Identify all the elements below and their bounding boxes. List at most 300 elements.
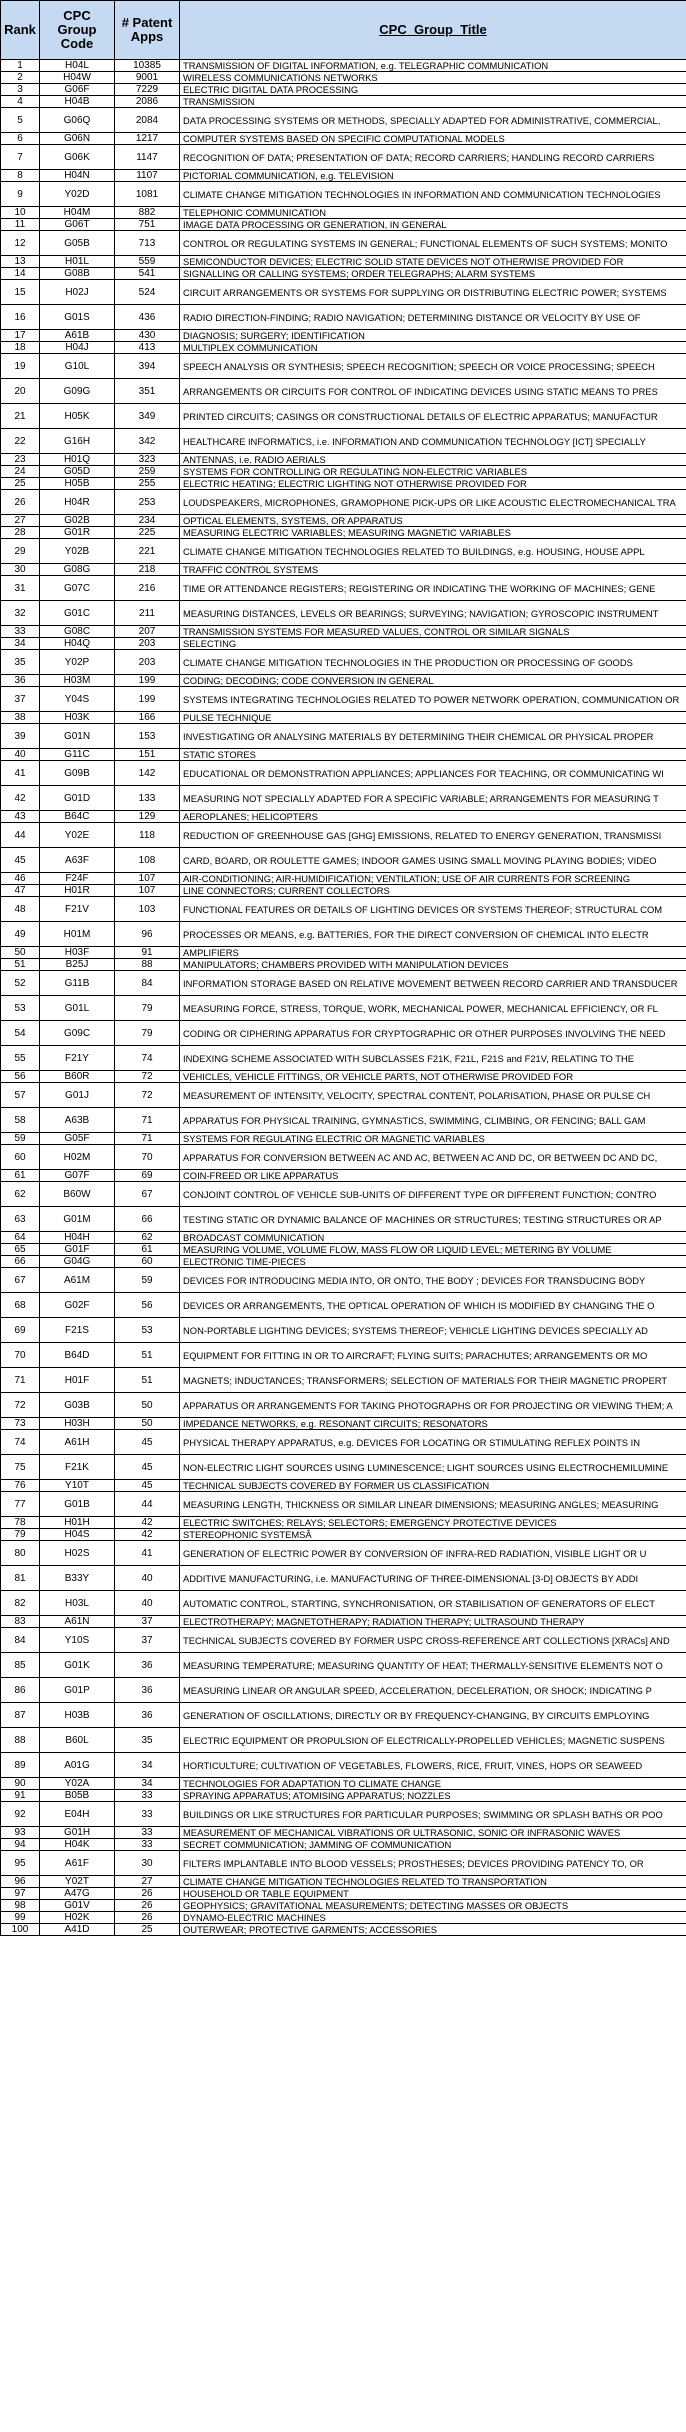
cpc-title-cell: VEHICLES, VEHICLE FITTINGS, OR VEHICLE PARTS, NOT OTHERWISE PROVIDED FOR [180, 1071, 686, 1083]
cpc-code-cell: G07F [40, 1170, 115, 1182]
table-row [1, 1876, 686, 1888]
table-row [1, 466, 686, 478]
cpc-title-cell: INVESTIGATING OR ANALYSING MATERIALS BY DETERMINING THEIR CHEMICAL OR PHYSICAL PROPER [180, 724, 686, 749]
cpc-title-cell: FILTERS IMPLANTABLE INTO BLOOD VESSELS; PROSTHESES; DEVICES PROVIDING PATENCY TO, OR [180, 1851, 686, 1876]
rank-cell: 24 [1, 466, 40, 478]
patent-apps-cell: 56 [115, 1293, 180, 1318]
patent-apps-cell: 40 [115, 1591, 180, 1616]
patent-apps-cell: 349 [115, 404, 180, 429]
cpc-code-cell: H01L [40, 256, 115, 268]
patent-apps-cell: 216 [115, 576, 180, 601]
patent-apps-cell: 351 [115, 379, 180, 404]
cpc-title-cell: CLIMATE CHANGE MITIGATION TECHNOLOGIES IN THE PRODUCTION OR PROCESSING OF GOODS [180, 650, 686, 675]
table-row [1, 231, 686, 256]
cpc-code-cell: H03H [40, 1418, 115, 1430]
rank-cell: 36 [1, 675, 40, 687]
cpc-title-cell: INDEXING SCHEME ASSOCIATED WITH SUBCLASSES F21K, F21L, F21S and F21V, RELATING TO THE [180, 1046, 686, 1071]
table-body [1, 60, 686, 1936]
cpc-title-cell: NON-ELECTRIC LIGHT SOURCES USING LUMINESCENCE; LIGHT SOURCES USING ELECTROCHEMILUMINE [180, 1455, 686, 1480]
patent-apps-cell: 79 [115, 1021, 180, 1046]
patent-apps-cell: 394 [115, 354, 180, 379]
patent-apps-cell: 221 [115, 539, 180, 564]
cpc-title-cell: MEASURING DISTANCES, LEVELS OR BEARINGS; SURVEYING; NAVIGATION; GYROSCOPIC INSTRUMENT [180, 601, 686, 626]
cpc-title-cell: AUTOMATIC CONTROL, STARTING, SYNCHRONISATION, OR STABILISATION OF GENERATORS OF ELECT [180, 1591, 686, 1616]
patent-apps-cell: 1147 [115, 145, 180, 170]
cpc-title-cell: SYSTEMS FOR REGULATING ELECTRIC OR MAGNETIC VARIABLES [180, 1133, 686, 1145]
table-row [1, 996, 686, 1021]
rank-cell: 75 [1, 1455, 40, 1480]
rank-cell: 87 [1, 1703, 40, 1728]
table-row [1, 478, 686, 490]
cpc-code-cell: G09C [40, 1021, 115, 1046]
patent-apps-cell: 218 [115, 564, 180, 576]
cpc-code-cell: H03L [40, 1591, 115, 1616]
table-row [1, 823, 686, 848]
patent-apps-cell: 37 [115, 1616, 180, 1628]
patent-apps-cell: 751 [115, 219, 180, 231]
rank-cell: 42 [1, 786, 40, 811]
rank-cell: 70 [1, 1343, 40, 1368]
cpc-code-cell: H02K [40, 1912, 115, 1924]
rank-cell: 85 [1, 1653, 40, 1678]
table-row [1, 527, 686, 539]
table-row [1, 1368, 686, 1393]
rank-cell: 10 [1, 207, 40, 219]
cpc-code-cell: G07C [40, 576, 115, 601]
table-row [1, 1851, 686, 1876]
cpc-code-cell: G01F [40, 1244, 115, 1256]
table-row [1, 1430, 686, 1455]
rank-cell: 88 [1, 1728, 40, 1753]
table-row [1, 1888, 686, 1900]
cpc-code-cell: G11B [40, 971, 115, 996]
table-row [1, 1046, 686, 1071]
table-row [1, 873, 686, 885]
table-row [1, 675, 686, 687]
cpc-title-cell: FUNCTIONAL FEATURES OR DETAILS OF LIGHTING DEVICES OR SYSTEMS THEREOF; STRUCTURAL COM [180, 897, 686, 922]
patent-apps-cell: 53 [115, 1318, 180, 1343]
patent-apps-cell: 41 [115, 1541, 180, 1566]
cpc-code-cell: G06Q [40, 108, 115, 133]
rank-cell: 34 [1, 638, 40, 650]
cpc-code-cell: G06F [40, 84, 115, 96]
patent-apps-cell: 51 [115, 1343, 180, 1368]
table-row [1, 404, 686, 429]
rank-cell: 41 [1, 761, 40, 786]
table-row [1, 1900, 686, 1912]
table-row [1, 1753, 686, 1778]
cpc-title-cell: OPTICAL ELEMENTS, SYSTEMS, OR APPARATUS [180, 515, 686, 527]
cpc-title-cell: CIRCUIT ARRANGEMENTS OR SYSTEMS FOR SUPPLYING OR DISTRIBUTING ELECTRIC POWER; SYSTEMS [180, 280, 686, 305]
table-row [1, 601, 686, 626]
cpc-code-cell: Y02P [40, 650, 115, 675]
rank-cell: 60 [1, 1145, 40, 1170]
table-row [1, 1318, 686, 1343]
patent-apps-cell: 26 [115, 1900, 180, 1912]
table-row [1, 576, 686, 601]
rank-cell: 11 [1, 219, 40, 231]
rank-cell: 21 [1, 404, 40, 429]
cpc-code-cell: H01R [40, 885, 115, 897]
table-row [1, 1083, 686, 1108]
cpc-code-cell: F21S [40, 1318, 115, 1343]
cpc-code-cell: H04Q [40, 638, 115, 650]
table-row [1, 1541, 686, 1566]
patent-apps-cell: 108 [115, 848, 180, 873]
table-row [1, 1207, 686, 1232]
patent-apps-cell: 67 [115, 1182, 180, 1207]
patent-apps-cell: 153 [115, 724, 180, 749]
cpc-code-cell: G06N [40, 133, 115, 145]
patent-apps-cell: 33 [115, 1839, 180, 1851]
patent-apps-cell: 44 [115, 1492, 180, 1517]
rank-cell: 50 [1, 947, 40, 959]
table-row [1, 712, 686, 724]
cpc-code-cell: G06T [40, 219, 115, 231]
cpc-title-cell: HEALTHCARE INFORMATICS, i.e. INFORMATION AND COMMUNICATION TECHNOLOGY [ICT] SPECIALLY [180, 429, 686, 454]
table-row [1, 1703, 686, 1728]
rank-cell: 99 [1, 1912, 40, 1924]
rank-cell: 76 [1, 1480, 40, 1492]
table-row [1, 379, 686, 404]
rank-cell: 6 [1, 133, 40, 145]
rank-cell: 53 [1, 996, 40, 1021]
cpc-code-cell: H01F [40, 1368, 115, 1393]
rank-cell: 30 [1, 564, 40, 576]
patent-apps-cell: 27 [115, 1876, 180, 1888]
patent-apps-cell: 524 [115, 280, 180, 305]
rank-cell: 56 [1, 1071, 40, 1083]
cpc-code-cell: G01C [40, 601, 115, 626]
patent-apps-cell: 66 [115, 1207, 180, 1232]
rank-cell: 72 [1, 1393, 40, 1418]
cpc-title-cell: AEROPLANES; HELICOPTERS [180, 811, 686, 823]
table-row [1, 848, 686, 873]
rank-cell: 54 [1, 1021, 40, 1046]
rank-cell: 16 [1, 305, 40, 330]
cpc-code-cell: G01B [40, 1492, 115, 1517]
cpc-code-cell: B60L [40, 1728, 115, 1753]
patent-apps-cell: 30 [115, 1851, 180, 1876]
cpc-code-cell: G01R [40, 527, 115, 539]
table-row [1, 454, 686, 466]
cpc-title-cell: ELECTRONIC TIME-PIECES [180, 1256, 686, 1268]
table-row [1, 539, 686, 564]
patent-apps-cell: 61 [115, 1244, 180, 1256]
table-row [1, 84, 686, 96]
cpc-title-cell: MEASURING TEMPERATURE; MEASURING QUANTITY OF HEAT; THERMALLY-SENSITIVE ELEMENTS NOT O [180, 1653, 686, 1678]
cpc-title-cell: CLIMATE CHANGE MITIGATION TECHNOLOGIES RELATED TO BUILDINGS, e.g. HOUSING, HOUSE APPL [180, 539, 686, 564]
cpc-title-cell: GENERATION OF OSCILLATIONS, DIRECTLY OR BY FREQUENCY-CHANGING, BY CIRCUITS EMPLOYING [180, 1703, 686, 1728]
rank-cell: 66 [1, 1256, 40, 1268]
rank-cell: 44 [1, 823, 40, 848]
cpc-title-cell: LOUDSPEAKERS, MICROPHONES, GRAMOPHONE PICK-UPS OR LIKE ACOUSTIC ELECTROMECHANICAL TRA [180, 490, 686, 515]
cpc-title-cell: EDUCATIONAL OR DEMONSTRATION APPLIANCES; APPLIANCES FOR TEACHING, OR COMMUNICATING WI [180, 761, 686, 786]
rank-cell: 45 [1, 848, 40, 873]
table-row [1, 1912, 686, 1924]
table-row [1, 1182, 686, 1207]
rank-cell: 64 [1, 1232, 40, 1244]
rank-cell: 52 [1, 971, 40, 996]
patent-apps-cell: 253 [115, 490, 180, 515]
table-row [1, 182, 686, 207]
rank-cell: 79 [1, 1529, 40, 1541]
rank-cell: 7 [1, 145, 40, 170]
rank-cell: 17 [1, 330, 40, 342]
cpc-code-cell: H05B [40, 478, 115, 490]
table-row [1, 1616, 686, 1628]
table-row [1, 305, 686, 330]
patent-apps-cell: 203 [115, 650, 180, 675]
patent-apps-cell: 25 [115, 1924, 180, 1936]
cpc-code-cell: G01V [40, 1900, 115, 1912]
table-row [1, 515, 686, 527]
rank-cell: 92 [1, 1802, 40, 1827]
table-row [1, 207, 686, 219]
cpc-title-cell: APPARATUS OR ARRANGEMENTS FOR TAKING PHOTOGRAPHS OR FOR PROJECTING OR VIEWING THEM; A [180, 1393, 686, 1418]
cpc-code-cell: G01D [40, 786, 115, 811]
rank-cell: 90 [1, 1778, 40, 1790]
cpc-title-cell: RECOGNITION OF DATA; PRESENTATION OF DATA; RECORD CARRIERS; HANDLING RECORD CARRIERS [180, 145, 686, 170]
rank-cell: 86 [1, 1678, 40, 1703]
cpc-title-cell: MEASURING NOT SPECIALLY ADAPTED FOR A SPECIFIC VARIABLE; ARRANGEMENTS FOR MEASURING T [180, 786, 686, 811]
cpc-title-cell: CARD, BOARD, OR ROULETTE GAMES; INDOOR GAMES USING SMALL MOVING PLAYING BODIES; VIDEO [180, 848, 686, 873]
table-row [1, 885, 686, 897]
table-row [1, 1232, 686, 1244]
cpc-title-cell: CONTROL OR REGULATING SYSTEMS IN GENERAL; FUNCTIONAL ELEMENTS OF SUCH SYSTEMS; MONITO [180, 231, 686, 256]
patent-apps-cell: 323 [115, 454, 180, 466]
cpc-title-cell: SYSTEMS INTEGRATING TECHNOLOGIES RELATED TO POWER NETWORK OPERATION, COMMUNICATION OR [180, 687, 686, 712]
rank-cell: 82 [1, 1591, 40, 1616]
cpc-title-cell: CLIMATE CHANGE MITIGATION TECHNOLOGIES IN INFORMATION AND COMMUNICATION TECHNOLOGIES [180, 182, 686, 207]
table-row [1, 626, 686, 638]
patent-apps-cell: 33 [115, 1802, 180, 1827]
cpc-code-cell: B64C [40, 811, 115, 823]
rank-cell: 80 [1, 1541, 40, 1566]
patent-apps-cell: 45 [115, 1480, 180, 1492]
cpc-title-cell: DYNAMO-ELECTRIC MACHINES [180, 1912, 686, 1924]
cpc-title-cell: AIR-CONDITIONING; AIR-HUMIDIFICATION; VENTILATION; USE OF AIR CURRENTS FOR SCREENING [180, 873, 686, 885]
rank-cell: 28 [1, 527, 40, 539]
table-row [1, 1628, 686, 1653]
table-row [1, 330, 686, 342]
patent-apps-cell: 436 [115, 305, 180, 330]
patent-apps-cell: 79 [115, 996, 180, 1021]
cpc-code-cell: G05F [40, 1133, 115, 1145]
cpc-code-cell: H04R [40, 490, 115, 515]
table-row [1, 1728, 686, 1753]
table-row [1, 256, 686, 268]
cpc-title-cell: COMPUTER SYSTEMS BASED ON SPECIFIC COMPUTATIONAL MODELS [180, 133, 686, 145]
rank-cell: 55 [1, 1046, 40, 1071]
rank-cell: 96 [1, 1876, 40, 1888]
rank-cell: 3 [1, 84, 40, 96]
cpc-code-cell: Y02T [40, 1876, 115, 1888]
table-row [1, 1256, 686, 1268]
patent-apps-cell: 234 [115, 515, 180, 527]
patent-apps-cell: 2084 [115, 108, 180, 133]
rank-cell: 31 [1, 576, 40, 601]
cpc-title-cell: REDUCTION OF GREENHOUSE GAS [GHG] EMISSIONS, RELATED TO ENERGY GENERATION, TRANSMISSI [180, 823, 686, 848]
cpc-title-cell: SELECTING [180, 638, 686, 650]
table-row [1, 490, 686, 515]
rank-cell: 63 [1, 1207, 40, 1232]
cpc-title-cell: DEVICES FOR INTRODUCING MEDIA INTO, OR ONTO, THE BODY ; DEVICES FOR TRANSDUCING BODY [180, 1268, 686, 1293]
patent-apps-cell: 142 [115, 761, 180, 786]
cpc-code-cell: E04H [40, 1802, 115, 1827]
cpc-title-cell: CLIMATE CHANGE MITIGATION TECHNOLOGIES RELATED TO TRANSPORTATION [180, 1876, 686, 1888]
cpc-code-cell: Y10S [40, 1628, 115, 1653]
cpc-code-cell: B60W [40, 1182, 115, 1207]
cpc-title-cell: PRINTED CIRCUITS; CASINGS OR CONSTRUCTIONAL DETAILS OF ELECTRIC APPARATUS; MANUFACTUR [180, 404, 686, 429]
rank-cell: 46 [1, 873, 40, 885]
cpc-title-cell: BROADCAST COMMUNICATION [180, 1232, 686, 1244]
rank-cell: 14 [1, 268, 40, 280]
cpc-title-cell: DEVICES OR ARRANGEMENTS, THE OPTICAL OPERATION OF WHICH IS MODIFIED BY CHANGING THE O [180, 1293, 686, 1318]
cpc-code-cell: G01M [40, 1207, 115, 1232]
cpc-code-cell: G09B [40, 761, 115, 786]
table-row [1, 133, 686, 145]
cpc-code-cell: A01G [40, 1753, 115, 1778]
cpc-code-cell: A61H [40, 1430, 115, 1455]
cpc-title-cell: PHYSICAL THERAPY APPARATUS, e.g. DEVICES FOR LOCATING OR STIMULATING REFLEX POINTS IN [180, 1430, 686, 1455]
patent-apps-cell: 84 [115, 971, 180, 996]
rank-cell: 100 [1, 1924, 40, 1936]
patent-apps-cell: 36 [115, 1703, 180, 1728]
cpc-title-cell: GENERATION OF ELECTRIC POWER BY CONVERSION OF INFRA-RED RADIATION, VISIBLE LIGHT OR U [180, 1541, 686, 1566]
cpc-title-cell: MANIPULATORS; CHAMBERS PROVIDED WITH MANIPULATION DEVICES [180, 959, 686, 971]
rank-cell: 83 [1, 1616, 40, 1628]
table-row [1, 811, 686, 823]
cpc-code-cell: G01K [40, 1653, 115, 1678]
cpc-code-cell: Y02D [40, 182, 115, 207]
cpc-code-cell: G10L [40, 354, 115, 379]
cpc-code-cell: H03K [40, 712, 115, 724]
table-row [1, 971, 686, 996]
cpc-code-cell: G08B [40, 268, 115, 280]
cpc-code-cell: H03B [40, 1703, 115, 1728]
rank-cell: 4 [1, 96, 40, 108]
cpc-code-cell: A63F [40, 848, 115, 873]
cpc-title-cell: MEASURING LINEAR OR ANGULAR SPEED, ACCELERATION, DECELERATION, OR SHOCK; INDICATING P [180, 1678, 686, 1703]
cpc-code-cell: H01M [40, 922, 115, 947]
cpc-title-cell: SEMICONDUCTOR DEVICES; ELECTRIC SOLID STATE DEVICES NOT OTHERWISE PROVIDED FOR [180, 256, 686, 268]
cpc-code-cell: H04L [40, 60, 115, 72]
cpc-code-cell: G01H [40, 1827, 115, 1839]
table-row [1, 638, 686, 650]
patent-apps-cell: 40 [115, 1566, 180, 1591]
cpc-title-cell: MEASURING ELECTRIC VARIABLES; MEASURING MAGNETIC VARIABLES [180, 527, 686, 539]
cpc-code-cell: G01L [40, 996, 115, 1021]
cpc-code-cell: G08G [40, 564, 115, 576]
patent-apps-cell: 96 [115, 922, 180, 947]
table-row [1, 1418, 686, 1430]
patent-apps-cell: 1217 [115, 133, 180, 145]
cpc-code-cell: B33Y [40, 1566, 115, 1591]
cpc-code-cell: A61N [40, 1616, 115, 1628]
cpc-title-cell: DIAGNOSIS; SURGERY; IDENTIFICATION [180, 330, 686, 342]
cpc-title-cell: IMAGE DATA PROCESSING OR GENERATION, IN GENERAL [180, 219, 686, 231]
patent-apps-cell: 26 [115, 1912, 180, 1924]
patent-apps-cell: 9001 [115, 72, 180, 84]
patent-apps-cell: 69 [115, 1170, 180, 1182]
rank-cell: 94 [1, 1839, 40, 1851]
table-row [1, 72, 686, 84]
patent-apps-cell: 91 [115, 947, 180, 959]
patent-apps-cell: 36 [115, 1678, 180, 1703]
patent-apps-cell: 62 [115, 1232, 180, 1244]
rank-cell: 29 [1, 539, 40, 564]
cpc-code-cell: B05B [40, 1790, 115, 1802]
table-row [1, 280, 686, 305]
cpc-title-cell: MEASURING LENGTH, THICKNESS OR SIMILAR LINEAR DIMENSIONS; MEASURING ANGLES; MEASURING [180, 1492, 686, 1517]
rank-cell: 35 [1, 650, 40, 675]
cpc-title-cell: LINE CONNECTORS; CURRENT COLLECTORS [180, 885, 686, 897]
patent-apps-cell: 50 [115, 1418, 180, 1430]
rank-cell: 69 [1, 1318, 40, 1343]
rank-cell: 43 [1, 811, 40, 823]
rank-cell: 27 [1, 515, 40, 527]
table-row [1, 60, 686, 72]
rank-cell: 65 [1, 1244, 40, 1256]
patent-apps-cell: 1107 [115, 170, 180, 182]
table-row [1, 1071, 686, 1083]
rank-cell: 25 [1, 478, 40, 490]
cpc-code-cell: H01H [40, 1517, 115, 1529]
cpc-title-cell: ELECTRIC HEATING; ELECTRIC LIGHTING NOT OTHERWISE PROVIDED FOR [180, 478, 686, 490]
patent-apps-cell: 541 [115, 268, 180, 280]
table-row [1, 959, 686, 971]
rank-cell: 57 [1, 1083, 40, 1108]
patent-apps-cell: 207 [115, 626, 180, 638]
rank-cell: 8 [1, 170, 40, 182]
patent-apps-cell: 42 [115, 1517, 180, 1529]
patent-apps-cell: 166 [115, 712, 180, 724]
rank-cell: 61 [1, 1170, 40, 1182]
patent-apps-cell: 71 [115, 1133, 180, 1145]
cpc-title-cell: TECHNOLOGIES FOR ADAPTATION TO CLIMATE CHANGE [180, 1778, 686, 1790]
table-row [1, 354, 686, 379]
cpc-title-cell: IMPEDANCE NETWORKS, e.g. RESONANT CIRCUITS; RESONATORS [180, 1418, 686, 1430]
patent-apps-cell: 33 [115, 1790, 180, 1802]
patent-apps-cell: 71 [115, 1108, 180, 1133]
cpc-code-cell: F24F [40, 873, 115, 885]
rank-cell: 81 [1, 1566, 40, 1591]
cpc-title-cell: GEOPHYSICS; GRAVITATIONAL MEASUREMENTS; DETECTING MASSES OR OBJECTS [180, 1900, 686, 1912]
cpc-code-cell: Y02B [40, 539, 115, 564]
table-row [1, 1021, 686, 1046]
cpc-code-cell: H04K [40, 1839, 115, 1851]
cpc-title-cell: CODING OR CIPHERING APPARATUS FOR CRYPTOGRAPHIC OR OTHER PURPOSES INVOLVING THE NEED [180, 1021, 686, 1046]
patent-apps-cell: 34 [115, 1778, 180, 1790]
patent-apps-cell: 36 [115, 1653, 180, 1678]
cpc-code-cell: G06K [40, 145, 115, 170]
rank-cell: 20 [1, 379, 40, 404]
cpc-title-cell: TRANSMISSION [180, 96, 686, 108]
cpc-title-cell: COIN-FREED OR LIKE APPARATUS [180, 1170, 686, 1182]
patent-apps-cell: 1081 [115, 182, 180, 207]
patent-apps-cell: 37 [115, 1628, 180, 1653]
cpc-code-cell: Y02E [40, 823, 115, 848]
table-row [1, 429, 686, 454]
patent-apps-cell: 51 [115, 1368, 180, 1393]
cpc-code-cell: H03M [40, 675, 115, 687]
rank-cell: 62 [1, 1182, 40, 1207]
cpc-title-cell: STEREOPHONIC SYSTEMSÂ [180, 1529, 686, 1541]
patent-apps-cell: 45 [115, 1430, 180, 1455]
table-row [1, 1393, 686, 1418]
cpc-title-cell: TECHNICAL SUBJECTS COVERED BY FORMER US CLASSIFICATION [180, 1480, 686, 1492]
